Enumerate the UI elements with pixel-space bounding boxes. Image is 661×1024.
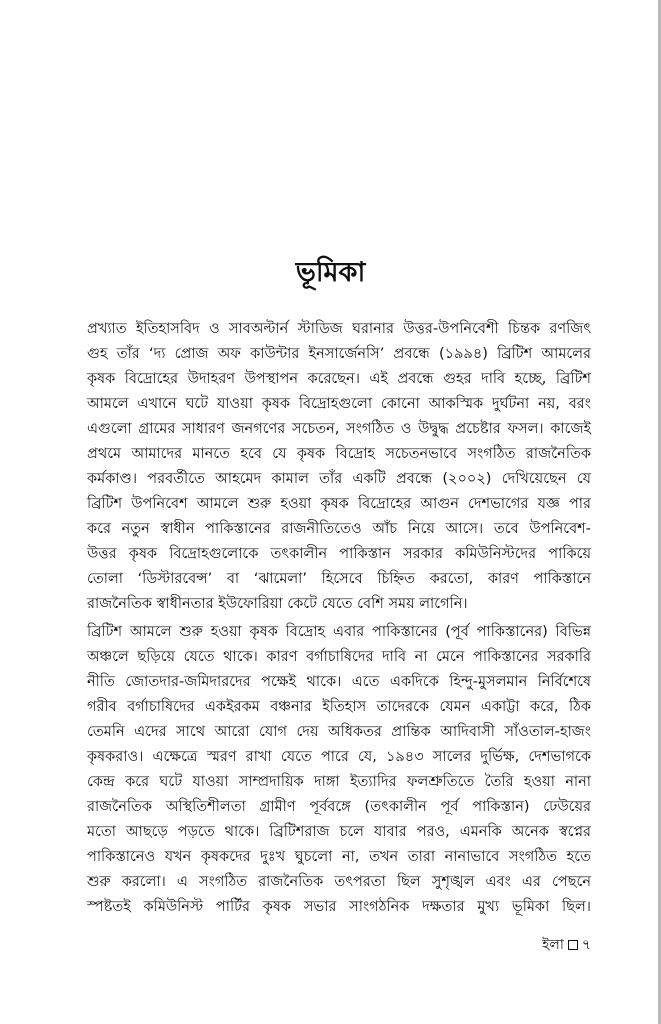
text-line: ব্রিটিশ উপনিবেশ আমলে শুরু হওয়া কৃষক বিদ্রোহের আগুন দেশভাগের যজ্ঞ পার (87, 496, 591, 512)
text-line: প্রথমে আমাদের মানতে হবে যে কৃষক বিদ্রোহ সচেতনভাবে সংগঠিত রাজনৈতিক (87, 446, 591, 462)
page-number: ৭ (581, 937, 591, 953)
text-line: গুহ তাঁর ‘দ্য প্রোজ অফ কাউন্টার ইনসার্জেনসি’ প্রবন্ধে (১৯৯৪) ব্রিটিশ আমলের (87, 346, 591, 362)
text-line: পাকিস্তানেও যখন কৃষকদের দুঃখ ঘুচলো না, তখন তারা নানাভাবে সংগঠিত হতে (87, 849, 591, 865)
footer-book-name: ইলা (542, 937, 564, 953)
text-line: রাজনৈতিক অস্থিতিশীলতা গ্রামীণ পূর্ববঙ্গে (তৎকালীন পূর্ব পাকিস্তান) ঢেউয়ের (87, 799, 591, 815)
text-line: রাজনৈতিক স্বাধীনতার ইউফোরিয়া কেটে যেতে বেশি সময় লাগেনি। (87, 596, 468, 612)
text-line: করে নতুন স্বাধীন পাকিস্তানের রাজনীতিতেও আঁচ নিয়ে আসে। তবে উপনিবেশ- (87, 521, 591, 537)
text-line: নীতি জোতদার-জমিদারদের পক্ষেই থাকে। এতে একদিকে হিন্দু-মুসলমান নির্বিশেষে (87, 674, 591, 690)
page-title: ভূমিকা (295, 257, 366, 288)
text-line: এগুলো গ্রামের সাধারণ জনগণের সচেতন, সংগঠিত ও উদ্বুদ্ধ প্রচেষ্টার ফসল। কাজেই (87, 421, 591, 437)
text-line: স্পষ্টতই কমিউনিস্ট পার্টির কৃষক সভার সাংগঠনিক দক্ষতার মুখ্য ভূমিকা ছিল। (87, 899, 591, 915)
text-line: আমলে এখানে ঘটে যাওয়া কৃষক বিদ্রোহগুলো কোনো আকস্মিক দুর্ঘটনা নয়, বরং (87, 396, 591, 412)
text-line: অঞ্চলে ছড়িয়ে যেতে থাকে। কারণ বর্গাচাষিদের দাবি না মেনে পাকিস্তানের সরকারি (87, 649, 591, 665)
text-line: ব্রিটিশ আমলে শুরু হওয়া কৃষক বিদ্রোহ এবার পাকিস্তানের (পূর্ব পাকিস্তানের) বিভিন্ন (87, 624, 591, 640)
text-line: প্রখ্যাত ইতিহাসবিদ ও সাবঅল্টার্ন স্টাডিজ ঘরানার উত্তর-উপনিবেশী চিন্তক রণজিৎ (87, 321, 591, 337)
text-line: কৃষকরাও। এক্ষেত্রে স্মরণ রাখা যেতে পারে যে, ১৯৪৩ সালের দুর্ভিক্ষ, দেশভাগকে (87, 749, 591, 765)
page-footer (542, 935, 591, 955)
text-line: গরীব বর্গাচাষিদের একইরকম বঞ্চনার ইতিহাস তাদেরকে যেমন একাট্টা করে, ঠিক (87, 699, 591, 715)
text-line: তোলা ‘ডিস্টারবেন্স’ বা ‘ঝামেলা’ হিসেবে চিহ্নিত করতো, কারণ পাকিস্তানে (87, 571, 591, 587)
paragraph-2 (87, 620, 591, 920)
text-line: উত্তর কৃষক বিদ্রোহগুলোকে তৎকালীন পাকিস্তান সরকার কমিউনিস্টদের পাকিয়ে (87, 546, 591, 562)
text-line: শুরু করলো। এ সংগঠিত রাজনৈতিক তৎপরতা ছিল সুশৃঙ্খল এবং এর পেছনে (87, 874, 591, 890)
text-line: মতো আছড়ে পড়তে থাকে। ব্রিটিশরাজ চলে যাবার পরও, এমনকি অনেক স্বপ্নের (87, 824, 591, 840)
text-line: কর্মকাণ্ড। পরবর্তীতে আহমেদ কামাল তাঁর একটি প্রবন্ধে (২০০২) দেখিয়েছেন যে (87, 471, 591, 487)
box-separator-icon (568, 940, 578, 950)
text-line: কৃষক বিদ্রোহের উদাহরণ উপস্থাপন করেছেন। এই প্রবন্ধে গুহর দাবি হচ্ছে, ব্রিটিশ (87, 371, 591, 387)
text-line: কেন্দ্র করে ঘটে যাওয়া সাম্প্রদায়িক দাঙ্গা ইত্যাদির ফলশ্রুতিতে তৈরি হওয়া নানা (87, 774, 591, 790)
paragraph-1 (87, 317, 591, 617)
text-line: তেমনি এদের সাথে আরো যোগ দেয় অধিকতর প্রান্তিক আদিবাসী সাঁওতাল-হাজং (87, 724, 591, 740)
